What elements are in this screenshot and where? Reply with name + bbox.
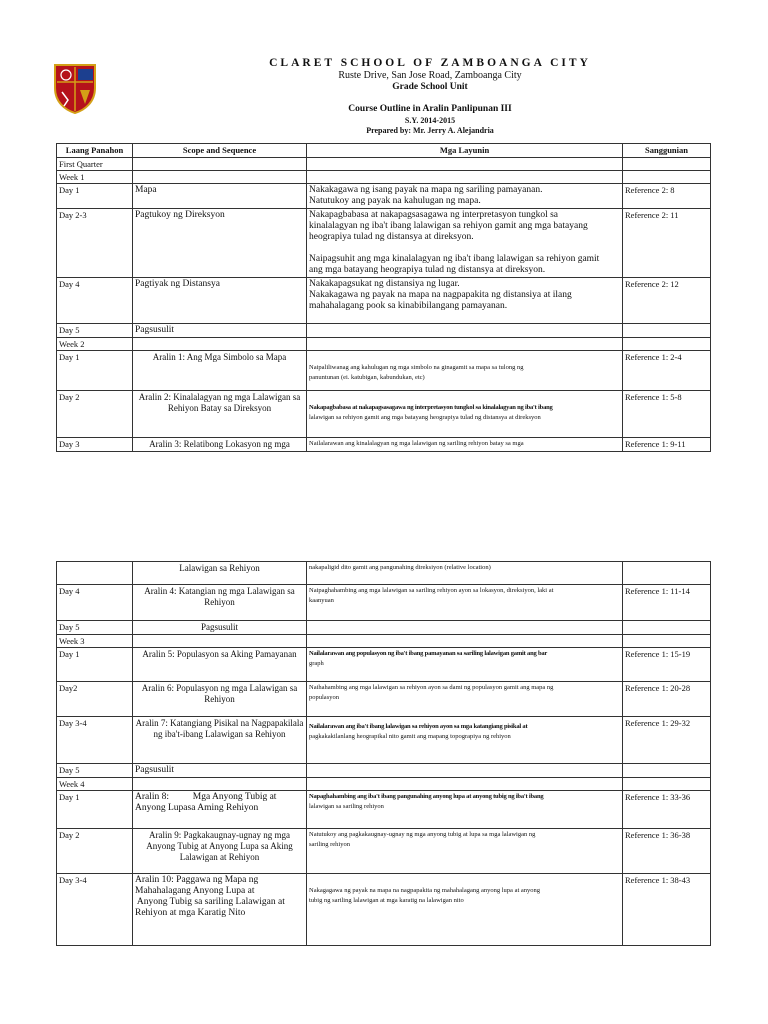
table-row xyxy=(57,585,711,621)
quarter-row xyxy=(57,158,711,171)
objective-line: Naipagsuhit ang mga kinalalagyan ng iba't ibang lalawigan sa rehiyon gamit xyxy=(309,254,600,264)
school-name: CLARET SCHOOL OF ZAMBOANGA CITY xyxy=(269,57,591,69)
week-label: Week 2 xyxy=(57,338,133,351)
day-cell: Day 5 xyxy=(57,324,133,338)
week-label: Week 1 xyxy=(57,171,133,184)
objective-line: kinalalagyan ng iba't ibang lalawigan sa rehiyon gamit ang mga batayang xyxy=(309,221,588,231)
objective-cell xyxy=(307,351,623,391)
topic-cell: Aralin 1: Ang Mga Simbolo sa Mapa xyxy=(133,351,307,391)
week-label: Week 3 xyxy=(57,635,133,648)
objective-cell xyxy=(307,562,623,585)
day-cell: Day 5 xyxy=(57,621,133,635)
objective-cell xyxy=(307,648,623,682)
day-cell: Day 3-4 xyxy=(57,874,133,946)
course-outline-table-2 xyxy=(56,561,711,946)
table-row xyxy=(57,351,711,391)
day-cell: Day 1 xyxy=(57,791,133,829)
table-row xyxy=(57,438,711,452)
day-cell: Day 1 xyxy=(57,184,133,209)
day-cell: Day 3-4 xyxy=(57,717,133,764)
objective-line: lalawigan sa rehiyon gamit ang mga batayang heograpiya tulad ng distansya at direksyon xyxy=(309,413,541,421)
table-row xyxy=(57,278,711,324)
day-cell: Day 3 xyxy=(57,438,133,452)
topic-cell: Aralin 4: Katangian ng mga Lalawigan sa Rehiyon xyxy=(133,585,307,621)
objective-cell xyxy=(307,209,623,278)
table-row xyxy=(57,791,711,829)
day-cell: Day2 xyxy=(57,682,133,717)
column-header-layunin: Mga Layunin xyxy=(307,144,623,158)
course-title: Course Outline in Aralin Panlipunan III xyxy=(348,104,512,114)
day-cell: Day 2-3 xyxy=(57,209,133,278)
day-cell: Day 4 xyxy=(57,278,133,324)
objective-line: panuntunan (ei. katubigan, kabundukan, etc) xyxy=(309,373,425,381)
topic-cell: Aralin 2: Kinalalagyan ng mga Lalawigan sa Rehiyon Batay sa Direksyon xyxy=(133,391,307,438)
table-row xyxy=(57,621,711,635)
table-row xyxy=(57,184,711,209)
objective-cell xyxy=(307,874,623,946)
reference-cell: Reference 1: 38-43 xyxy=(623,874,711,946)
table-row xyxy=(57,391,711,438)
reference-cell: Reference 1: 2-4 xyxy=(623,351,711,391)
topic-cell: Pagtiyak ng Distansya xyxy=(133,278,307,324)
week-row xyxy=(57,778,711,791)
day-cell: Day 1 xyxy=(57,648,133,682)
objective-line: Nakakagawa ng isang payak na mapa ng sariling pamayanan. xyxy=(309,185,543,195)
objective-cell xyxy=(307,391,623,438)
objective-line: ang mga batayang heograpiya tulad ng distansya at direksyon. xyxy=(309,265,546,275)
objective-line: sariling rehiyon xyxy=(309,840,350,848)
table-row xyxy=(57,648,711,682)
reference-cell: Reference 2: 8 xyxy=(623,184,711,209)
objective-cell xyxy=(307,184,623,209)
reference-cell: Reference 1: 9-11 xyxy=(623,438,711,452)
objective-line: Naipaghahambing ang mga lalawigan sa sariling rehiyon ayon sa lokasyon, direksiyon, laki at xyxy=(309,587,554,594)
objective-line: Nakapagbabasa at nakapagsasagawa ng interpretasyon tungkol sa xyxy=(309,210,559,220)
objective-line: mahahalagang pook sa kinabibilangang pamayanan. xyxy=(309,301,508,311)
topic-cell: Aralin 6: Populasyon ng mga Lalawigan sa Rehiyon xyxy=(133,682,307,717)
objective-cell xyxy=(307,829,623,874)
topic-cell: Pagsusulit xyxy=(133,621,307,635)
objective-cell xyxy=(307,791,623,829)
course-outline-table-1 xyxy=(56,143,711,452)
table-row xyxy=(57,209,711,278)
reference-cell: Reference 1: 33-36 xyxy=(623,791,711,829)
column-header-scope: Scope and Sequence xyxy=(133,144,307,158)
table-row xyxy=(57,764,711,778)
reference-cell: Reference 1: 15-19 xyxy=(623,648,711,682)
objective-line: Naipaliliwanag ang kahulugan ng mga simbolo na ginagamit sa mapa sa tulong ng xyxy=(309,364,524,371)
objective-line: Nakagagawa ng payak na mapa na nagpapakita ng mahahalagang anyong lupa at anyong xyxy=(309,887,541,894)
objective-cell xyxy=(307,438,623,452)
day-cell: Day 4 xyxy=(57,585,133,621)
objective-line: Natutukoy ang payak na kahulugan ng mapa. xyxy=(309,196,481,206)
objective-line: Nakapagbabasa at nakapagsasagawa ng interpretasyon tungkol sa kinalalagyan ng iba't ibang xyxy=(309,404,553,411)
table-header-row xyxy=(57,144,711,158)
topic-cell xyxy=(133,874,307,946)
topic-cell: Pagsusulit xyxy=(133,324,307,338)
reference-cell: Reference 1: 20-28 xyxy=(623,682,711,717)
objective-line: Nakakapagsukat ng distansiya ng lugar. xyxy=(309,279,460,289)
objective-line: kaanyuan xyxy=(309,596,334,604)
objective-line: Natutukoy ang pagkakaugnay-ugnay ng mga anyong tubig at lupa sa mga lalawigan ng xyxy=(309,831,536,838)
objective-line: graph xyxy=(309,659,324,667)
table-row xyxy=(57,562,711,585)
topic-line: Rehiyon at mga Karatig Nito xyxy=(135,908,246,918)
topic-cell: Pagsusulit xyxy=(133,764,307,778)
topic-cell: Aralin 8: Mga Anyong Tubig at Anyong Lupasa Aming Rehiyon xyxy=(133,791,307,829)
day-cell: Day 1 xyxy=(57,351,133,391)
reference-cell: Reference 1: 29-32 xyxy=(623,717,711,764)
table-row xyxy=(57,324,711,338)
objective-line: Naihahambing ang mga lalawigan sa rehiyon ayon sa dami ng populasyon gamit ang mapa ng xyxy=(309,684,554,691)
reference-cell: Reference 1: 5-8 xyxy=(623,391,711,438)
topic-cell: Aralin 5: Populasyon sa Aking Pamayanan xyxy=(133,648,307,682)
school-year: S.Y. 2014-2015 xyxy=(404,116,456,125)
column-header-laang-panahon: Laang Panahon xyxy=(57,144,133,158)
prepared-by: Prepared by: Mr. Jerry A. Alejandria xyxy=(366,126,494,135)
topic-cell: Aralin 3: Relatibong Lokasyon ng mga xyxy=(133,438,307,452)
objective-line: Nakakagawa ng payak na mapa na nagpapakita ng distansiya at ilang xyxy=(309,290,572,300)
table-row xyxy=(57,829,711,874)
reference-cell: Reference 1: 36-38 xyxy=(623,829,711,874)
day-cell: Day 5 xyxy=(57,764,133,778)
objective-line: tubig ng sariling lalawigan at mga karatig na lalawigan nito xyxy=(309,896,464,904)
table-row xyxy=(57,874,711,946)
day-cell: Day 2 xyxy=(57,829,133,874)
table-row xyxy=(57,717,711,764)
reference-cell: Reference 1: 11-14 xyxy=(623,585,711,621)
objective-cell xyxy=(307,278,623,324)
week-label: Week 4 xyxy=(57,778,133,791)
topic-line: Anyong Tubig sa sariling Lalawigan at xyxy=(135,897,285,907)
objective-line: Nailalarawan ang kinalalagyan ng mga lalawigan ng sariling rehiyon batay sa mga xyxy=(309,440,524,447)
school-address: Ruste Drive, San Jose Road, Zamboanga City xyxy=(338,70,522,81)
objective-line: Nailalarawan ang populasyon ng iba't ibang pamayanan sa sariling lalawigan gamit ang bar xyxy=(309,650,548,657)
quarter-label: First Quarter xyxy=(57,158,133,171)
topic-cell: Aralin 7: Katangiang Pisikal na Nagpapakilala ng iba't-ibang Lalawigan sa Rehiyon xyxy=(133,717,307,764)
topic-line: Mahahalagang Anyong Lupa at xyxy=(135,886,255,896)
objective-line: Nailalarawan ang iba't ibang lalawigan sa rehiyon ayon sa mga katangiang pisikal at xyxy=(309,723,528,730)
objective-cell xyxy=(307,585,623,621)
objective-line: populasyon xyxy=(309,693,339,701)
reference-cell: Reference 2: 11 xyxy=(623,209,711,278)
week-row xyxy=(57,171,711,184)
week-row xyxy=(57,635,711,648)
objective-cell xyxy=(307,682,623,717)
reference-cell: Reference 2: 12 xyxy=(623,278,711,324)
topic-cell: Mapa xyxy=(133,184,307,209)
objective-line: Napaghahambing ang iba't ibang pangunahing anyong lupa at anyong tubig ng iba't ibang xyxy=(309,793,544,800)
topic-cell: Pagtukoy ng Direksyon xyxy=(133,209,307,278)
objective-line: heograpiya tulad ng distansya at direksyon. xyxy=(309,232,474,242)
school-seal-logo xyxy=(52,62,98,114)
table-row xyxy=(57,682,711,717)
topic-line: Aralin 10: Paggawa ng Mapa ng xyxy=(135,875,259,885)
column-header-sanggunian: Sanggunian xyxy=(623,144,711,158)
topic-cell: Lalawigan sa Rehiyon xyxy=(133,562,307,585)
objective-line: lalawigan sa sariling rehiyon xyxy=(309,802,384,810)
school-unit: Grade School Unit xyxy=(392,82,468,92)
day-cell: Day 2 xyxy=(57,391,133,438)
objective-line: nakapaligid dito gamit ang pangunahing direksiyon (relative location) xyxy=(309,564,491,571)
objective-cell xyxy=(307,717,623,764)
topic-cell: Aralin 9: Pagkakaugnay-ugnay ng mga Anyong Tubig at Anyong Lupa sa Aking Lalawigan at Rehiyon xyxy=(133,829,307,874)
objective-line: pagkakakilanlang heograpikal nito gamit ang mapang topograpiya ng rehiyon xyxy=(309,732,511,740)
week-row xyxy=(57,338,711,351)
